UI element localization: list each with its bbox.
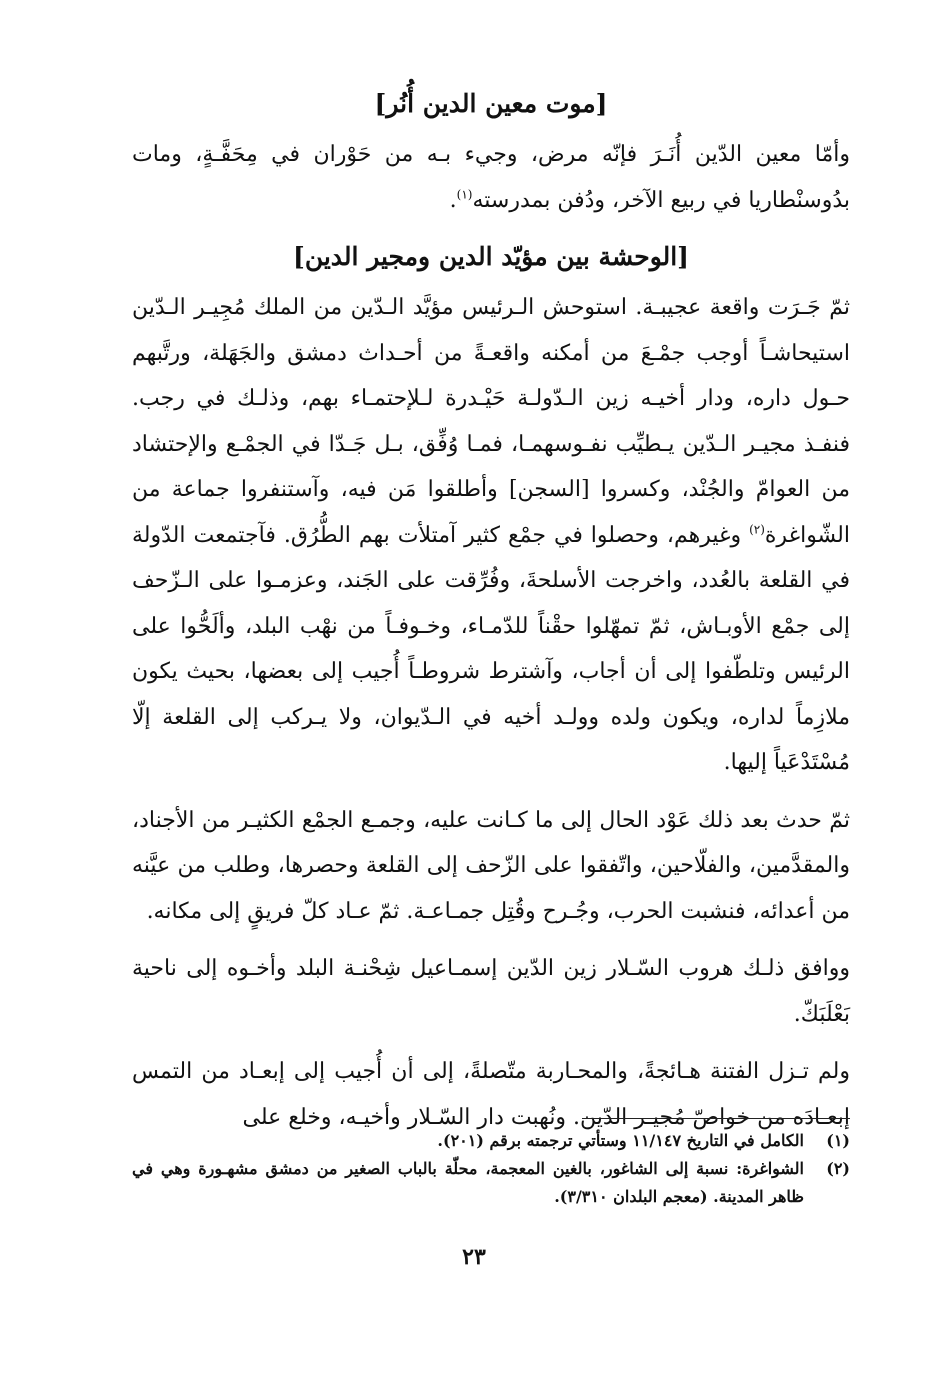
footnotes-section (132, 1118, 850, 1211)
footnote-divider (582, 1118, 850, 1119)
paragraph-death-of-muin-al-din (132, 132, 850, 223)
paragraph-text: ثمّ جَـرَت واقعة عجيبـة. استوحش الـرئيس مؤيَّد الـدّين من الملك مُجِيـر الـدّين استيحاشـاً أوجب جمْـعَ من أمكنه واقعـةً من أحـداث دمشق والجَهَلة، ورتَّبهم حـول داره، ودار أخيـه زين الـدّولـة حَيْـدرة لـلإحتمـاء بهم، وذلـك في رجب. فنفـذ مجيـر الـدّين يـطيِّب نفـوسهمـا، فمـا وُفِّق، بـل جَـدّا في الجمْـع والإحتشاد من العوامّ والجُنْد، وكسروا [السجن] وأطلقوا مَن فيه، وآستنفروا جماعة من الشّواغرة (132, 295, 850, 548)
paragraph-end-punctuation: . (449, 187, 457, 213)
paragraph-flight-of-sallar: ووافق ذلـك هروب السّـلار زين الدّين إسمـاعيل شِحْنـة البلد وأخـوه إلى ناحية بَعْلَبَكّ. (132, 956, 850, 1027)
footnote-text: الشواغرة: نسبة إلى الشاغور، بالغين المعجمة، محلّة بالباب الصغير من دمشق مشهـورة وهي في ظاهر المدينة. (معجم البلدان ٣/٣١٠). (132, 1159, 804, 1206)
paragraph-text: وأمّا معين الدّين أُنَـرَ فإنّه مرض، وجيء بـه من حَوْران في مِحَفَّـةٍ، ومات بدُوسنْطاريا في ربيع الآخر، ودُفن بمدرسته (132, 142, 850, 213)
footnote-number: (٢) (826, 1159, 850, 1178)
footnote-text: الكامل في التاريخ ١١/١٤٧ وستأتي ترجمته برقم (٢٠١). (437, 1131, 804, 1150)
page-number: ٢٣ (462, 1244, 486, 1270)
section-heading-death-of-muin-al-din: [موت معين الدين أُنُر] (374, 89, 608, 118)
page-body (132, 84, 850, 1140)
paragraph-continued-strife: ولم تـزل الفتنة هـائجةً، والمحـاربة متّصلةً، إلى أن أُجيب إلى إبعـاد من التمس إبعـادَه من خواصّ مُجيـر الدّين. ونُهبت دار السّـلار وأخيـه، وخلع على (132, 1059, 850, 1130)
footnote-reference-1: (١) (456, 187, 473, 202)
paragraph-estrangement (132, 285, 850, 786)
paragraph-renewed-fighting: ثمّ حدث بعد ذلك عَوْد الحال إلى ما كـانت عليه، وجمـع الجمْع الكثيـر من الأجناد، والمقدَّمين، والفلّاحين، واتّفقوا على الزّحف إلى القلعة وحصرها، وطلب من عيَّنه من أعدائه، فنشبت الحرب، وجُـرح وقُتِل جمـاعـة. ثمّ عـاد كلّ فريقٍ إلى مكانه. (132, 807, 850, 924)
footnote-2 (132, 1155, 850, 1211)
footnote-number: (١) (826, 1131, 850, 1150)
paragraph-text-continued: وغيرهم، وحصلوا في جمْع كثير آمتلأت بهم الطُّرُق. فآجتمعت الدّولة في القلعة بالعُدد، واخرجت الأسلحةَ، وفُرِّقت على الجَند، وعزمـوا على الـزّحف إلى جمْع الأوبـاش، ثمّ تمهّلوا حقْناً للدّمـاء، وخـوفـاً من نهْب البلد، وألَحُّوا على الرئيس وتلطّفوا إلى أن أجاب، وآشترط شروطـاً أُجيب إلى بعضها، بحيث يكون ملازِماً لداره، ويكون ولده وولـد أخيه في الـدّيوان، ولا يـركب إلى القلعة إلّا مُسْتَدْعَياً إليها. (132, 522, 850, 775)
footnote-1 (132, 1127, 850, 1155)
section-heading-estrangement: [الوحشة بين مؤيّد الدين ومجير الدين] (292, 242, 690, 271)
footnote-reference-2: (٢) (749, 522, 765, 537)
